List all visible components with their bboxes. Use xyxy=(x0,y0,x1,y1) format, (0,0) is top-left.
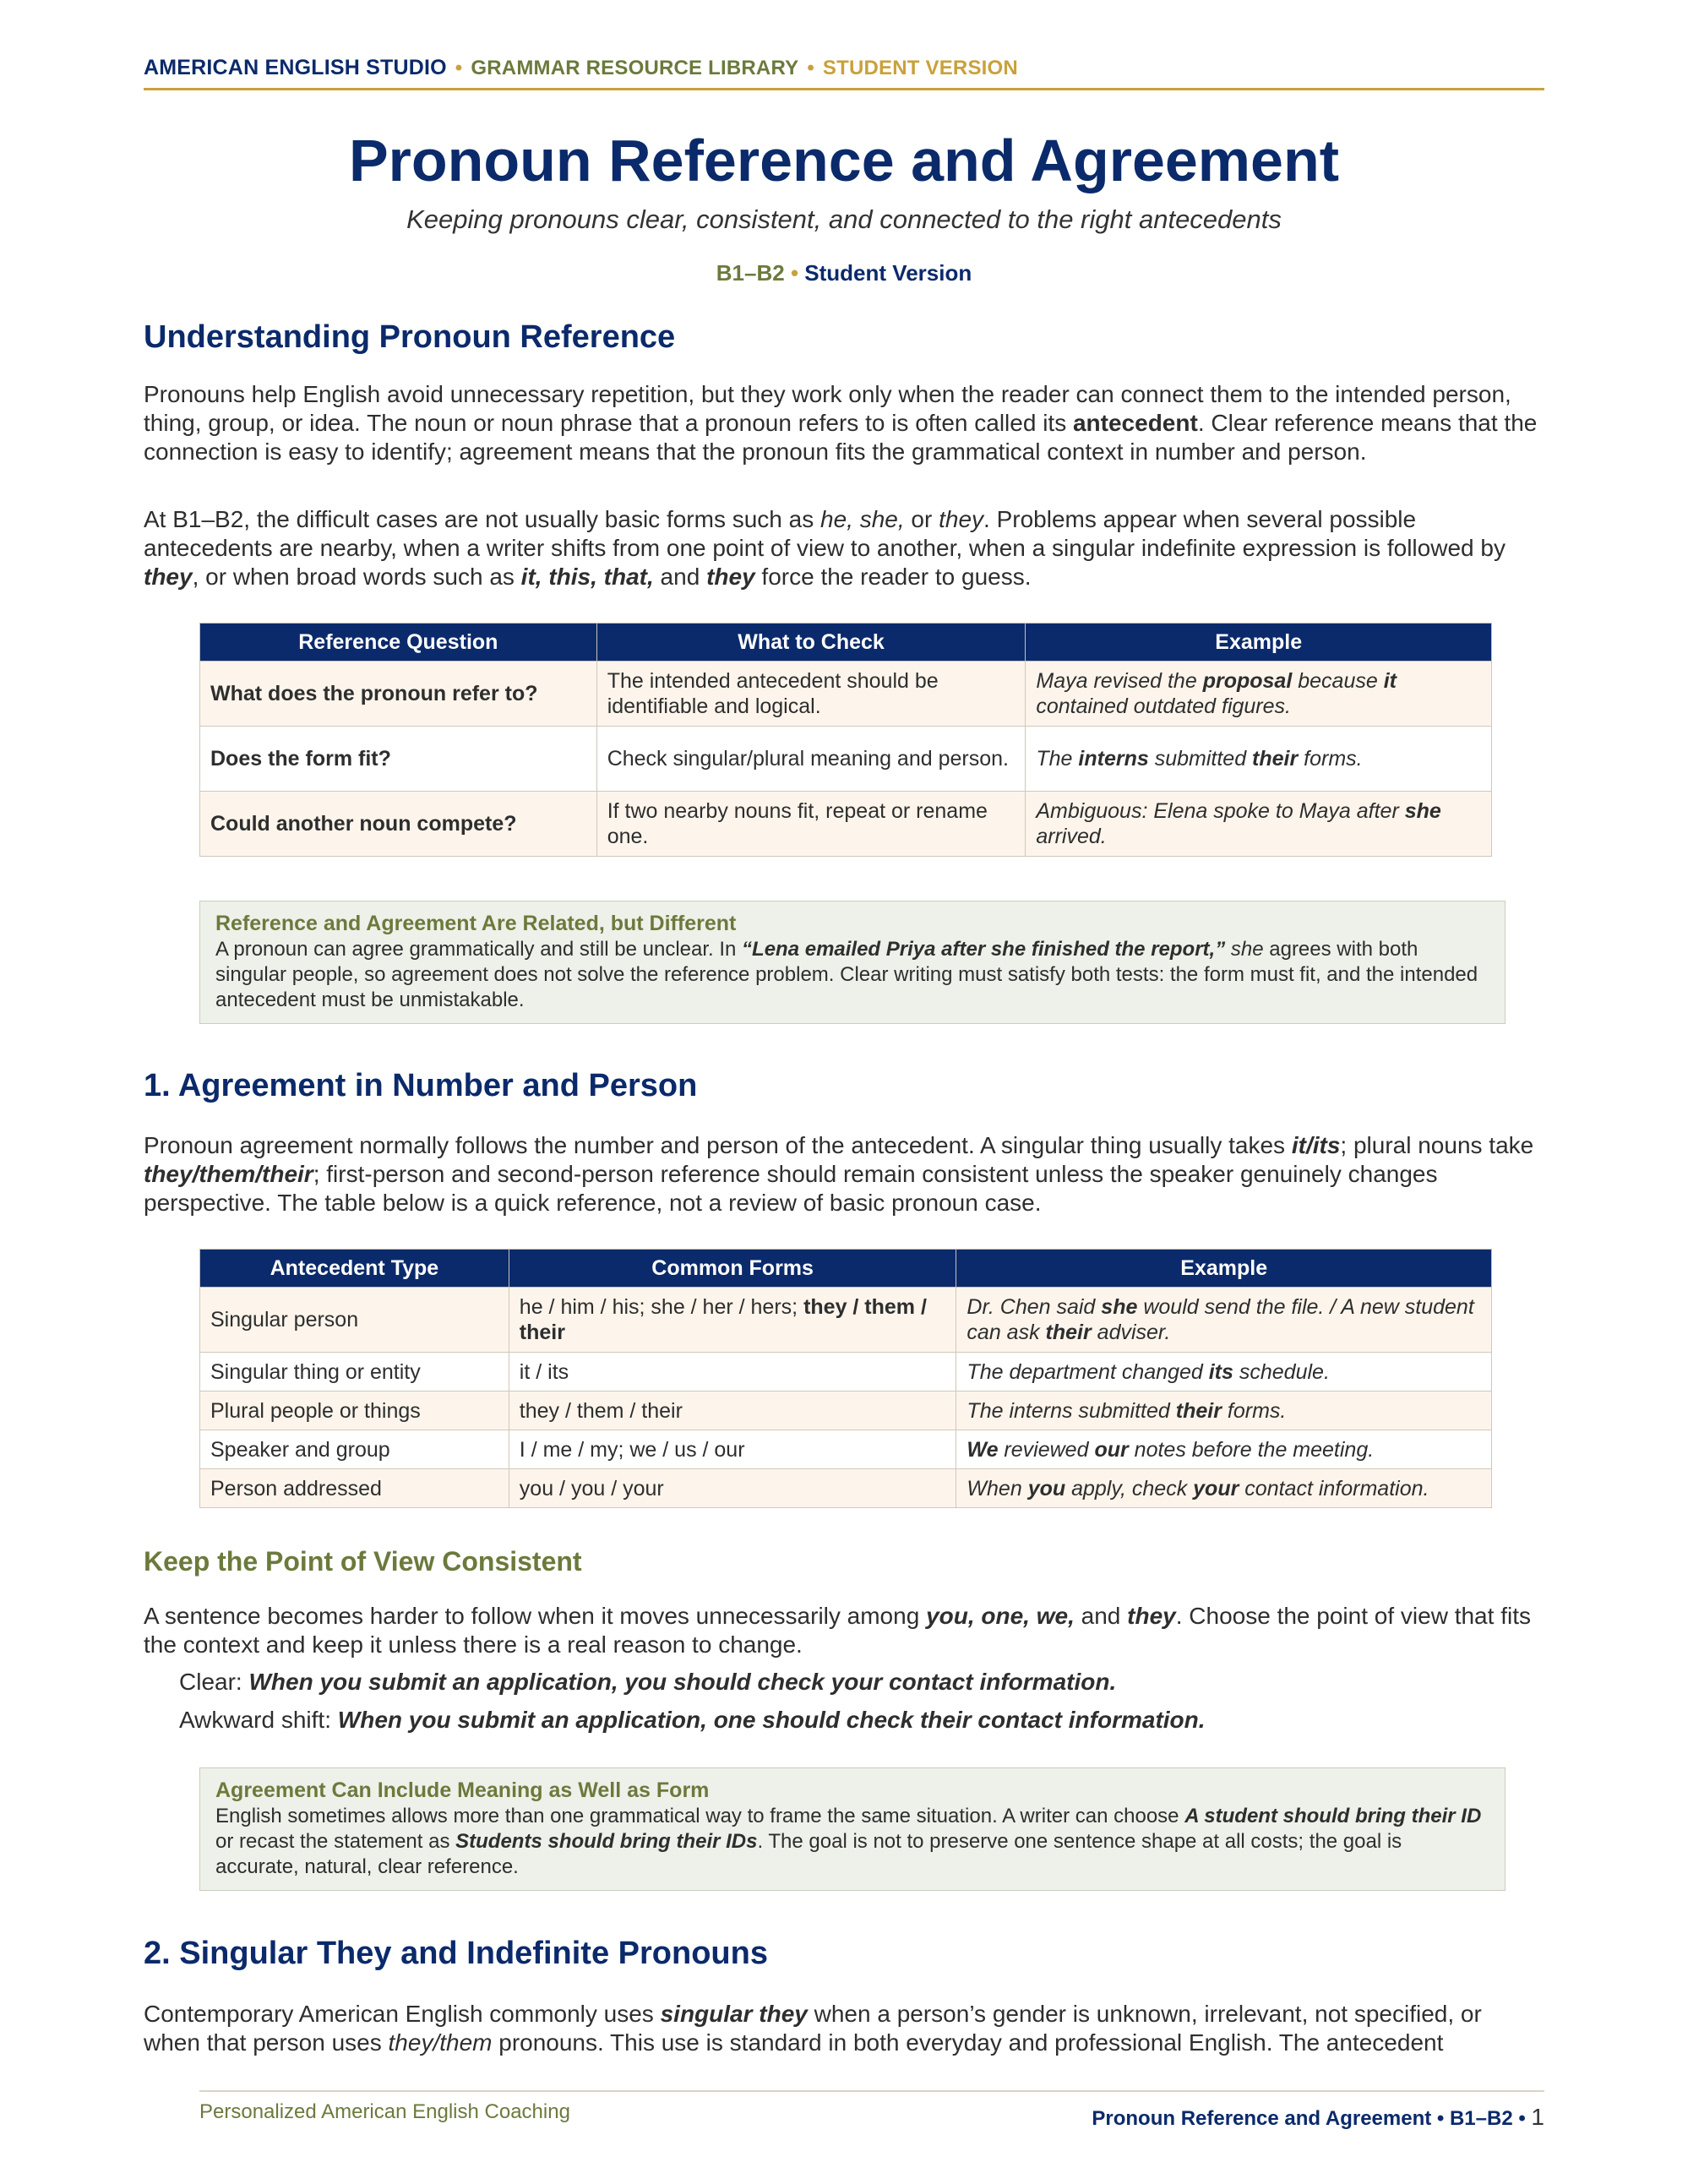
callout-body: English sometimes allows more than one grammatical way to frame the same situation. A writer can choose A student should bring their ID or recast the statement as Students should bring their IDs. The goal is not to preserve one sentence shape at all costs; the goal is accurate, natural, clear reference. xyxy=(215,1805,1482,1878)
heading-agreement: 1. Agreement in Number and Person xyxy=(144,1068,698,1103)
column-header: Common Forms xyxy=(509,1250,956,1288)
footer-right xyxy=(1092,2104,1544,2131)
footer-rule xyxy=(199,2090,1544,2092)
heading-singular-they: 2. Singular They and Indefinite Pronouns xyxy=(144,1936,768,1971)
column-header: Reference Question xyxy=(200,624,597,662)
header-separator: • xyxy=(455,57,463,79)
table-row xyxy=(200,727,1492,792)
table-cell-type: Plural people or things xyxy=(200,1392,509,1430)
paragraph-agreement-1: Pronoun agreement normally follows the number and person of the antecedent. A singular thing usually takes it/its; plural nouns take they/them/their; first-person and second-person reference should remain consistent unless the speaker genuinely changes perspective. The table below is a quick reference, not a review of basic pronoun case. xyxy=(144,1132,1534,1216)
level-version: Student Version xyxy=(804,260,972,286)
table-header-row xyxy=(200,624,1492,662)
paragraph-understanding-2: At B1–B2, the difficult cases are not usually basic forms such as he, she, or they. Problems appear when several possible antecedents are nearby, when a writer shifts from one point of view to another, when a singular indefinite expression is followed by they, or when broad words such as it, this, that, and they force the reader to guess. xyxy=(144,506,1506,590)
table-cell-forms: I / me / my; we / us / our xyxy=(509,1430,956,1469)
page-subtitle: Keeping pronouns clear, consistent, and connected to the right antecedents xyxy=(406,204,1282,234)
antecedent-type-table xyxy=(199,1249,1492,1508)
callout-title: Reference and Agreement Are Related, but Different xyxy=(215,912,737,935)
footer-left: Personalized American English Coaching xyxy=(199,2100,570,2123)
table-cell-example: Dr. Chen said she would send the file. / A new student can ask their adviser. xyxy=(956,1288,1492,1353)
header-library: GRAMMAR RESOURCE LIBRARY xyxy=(471,57,799,79)
page-title: Pronoun Reference and Agreement xyxy=(348,128,1340,193)
column-header: Example xyxy=(956,1250,1492,1288)
table-cell-question: Does the form fit? xyxy=(200,727,597,792)
callout-reference-agreement xyxy=(199,901,1506,1024)
level-separator: • xyxy=(790,260,799,286)
table-row xyxy=(200,1288,1492,1353)
table-cell-forms: he / him / his; she / her / hers; they / them / their xyxy=(509,1288,956,1353)
paragraph-understanding-1: Pronouns help English avoid unnecessary repetition, but they work only when the reader can connect them to the intended person, thing, group, or idea. The noun or noun phrase that a pronoun refers to is often called its antecedent. Clear reference means that the connection is easy to identify; agreement means that the pronoun fits the grammatical context in number and person. xyxy=(144,381,1538,465)
reference-question-table xyxy=(199,623,1492,857)
table-cell-example: Maya revised the proposal because it contained outdated figures. xyxy=(1026,662,1492,727)
column-header: Antecedent Type xyxy=(200,1250,509,1288)
page-number: 1 xyxy=(1531,2104,1544,2130)
table-cell-check: The intended antecedent should be identifiable and logical. xyxy=(596,662,1026,727)
table-cell-check: If two nearby nouns fit, repeat or rename one. xyxy=(596,792,1026,857)
level-range: B1–B2 xyxy=(716,260,785,286)
table-cell-forms: it / its xyxy=(509,1353,956,1392)
table-cell-example: The interns submitted their forms. xyxy=(1026,727,1492,792)
table-cell-question: Could another noun compete? xyxy=(200,792,597,857)
table-row xyxy=(200,1353,1492,1392)
example-awkward-shift: Awkward shift: When you submit an application, one should check their contact information. xyxy=(179,1707,1206,1733)
example-clear: Clear: When you submit an application, you should check your contact information. xyxy=(179,1669,1117,1695)
column-header: What to Check xyxy=(596,624,1026,662)
table-cell-example: We reviewed our notes before the meeting. xyxy=(956,1430,1492,1469)
table-cell-forms: you / you / your xyxy=(509,1469,956,1508)
table-cell-question: What does the pronoun refer to? xyxy=(200,662,597,727)
heading-point-of-view: Keep the Point of View Consistent xyxy=(144,1546,582,1577)
table-row xyxy=(200,1469,1492,1508)
callout-title: Agreement Can Include Meaning as Well as Form xyxy=(215,1778,710,1802)
level-line xyxy=(144,260,1544,286)
table-cell-example: The department changed its schedule. xyxy=(956,1353,1492,1392)
table-row xyxy=(200,662,1492,727)
paragraph-point-of-view: A sentence becomes harder to follow when it moves unnecessarily among you, one, we, and they. Choose the point of view that fits the context and keep it unless there is a real reason to change. xyxy=(144,1603,1531,1658)
table-row xyxy=(200,1392,1492,1430)
column-header: Example xyxy=(1026,624,1492,662)
table-cell-example: When you apply, check your contact information. xyxy=(956,1469,1492,1508)
table-cell-example: Ambiguous: Elena spoke to Maya after she arrived. xyxy=(1026,792,1492,857)
running-header xyxy=(144,56,1544,80)
table-row xyxy=(200,1430,1492,1469)
heading-understanding: Understanding Pronoun Reference xyxy=(144,319,676,355)
table-cell-forms: they / them / their xyxy=(509,1392,956,1430)
callout-meaning-form xyxy=(199,1767,1506,1891)
footer-title: Pronoun Reference and Agreement • B1–B2 • xyxy=(1092,2107,1526,2130)
table-cell-example: The interns submitted their forms. xyxy=(956,1392,1492,1430)
header-studio: AMERICAN ENGLISH STUDIO xyxy=(144,56,447,79)
table-cell-check: Check singular/plural meaning and person. xyxy=(596,727,1026,792)
table-cell-type: Person addressed xyxy=(200,1469,509,1508)
table-cell-type: Speaker and group xyxy=(200,1430,509,1469)
table-row xyxy=(200,792,1492,857)
callout-body: A pronoun can agree grammatically and still be unclear. In “Lena emailed Priya after she finished the report,” she agrees with both singular people, so agreement does not solve the reference problem. Clear writing must satisfy both tests: the form must fit, and the intended antecedent must be unmistakable. xyxy=(215,938,1478,1011)
table-cell-type: Singular thing or entity xyxy=(200,1353,509,1392)
header-version: STUDENT VERSION xyxy=(822,57,1018,79)
table-cell-type: Singular person xyxy=(200,1288,509,1353)
table-header-row xyxy=(200,1250,1492,1288)
header-rule xyxy=(144,88,1544,90)
paragraph-singular-they-1: Contemporary American English commonly uses singular they when a person’s gender is unknown, irrelevant, not specified, or when that person uses they/them pronouns. This use is standard in both everyday and professional English. The antecedent xyxy=(144,2001,1482,2056)
header-separator: • xyxy=(807,57,814,79)
